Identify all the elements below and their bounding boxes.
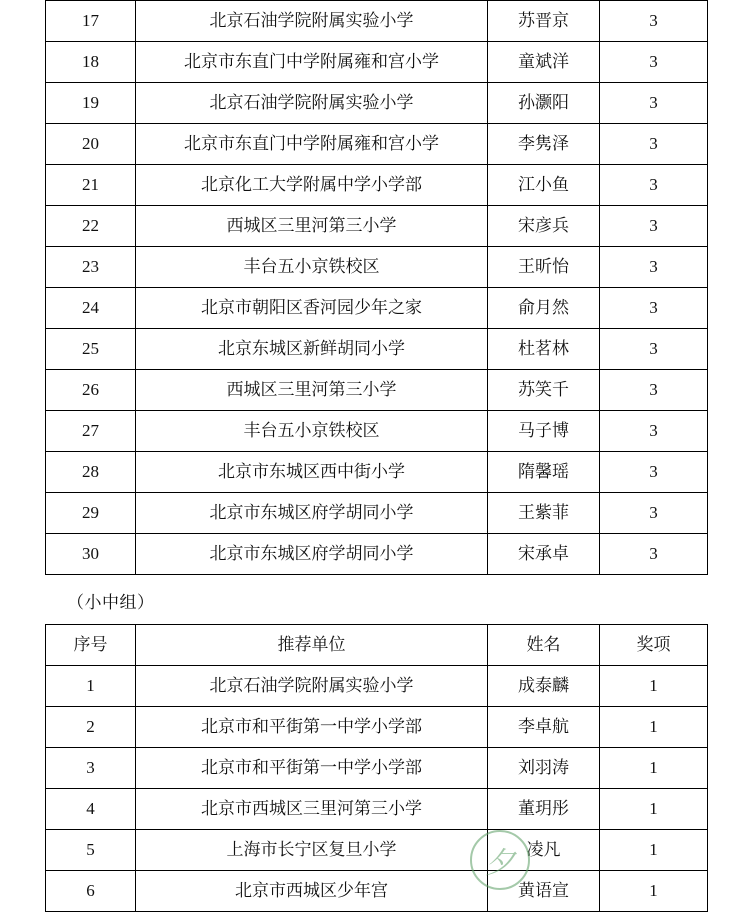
cell-name: 隋馨瑶 [488,452,600,493]
cell-no: 23 [46,247,136,288]
awards-table-continued [45,0,708,575]
cell-no: 6 [46,871,136,912]
table-two-head [46,625,708,666]
cell-unit: 北京市西城区三里河第三小学 [136,789,488,830]
cell-no: 5 [46,830,136,871]
cell-unit: 北京市东城区府学胡同小学 [136,534,488,575]
cell-award: 3 [600,452,708,493]
table-row [46,830,708,871]
table-row [46,124,708,165]
cell-unit: 北京石油学院附属实验小学 [136,666,488,707]
cell-unit: 北京市东城区府学胡同小学 [136,493,488,534]
cell-name: 孙灏阳 [488,83,600,124]
table-row [46,707,708,748]
table-row [46,247,708,288]
cell-no: 20 [46,124,136,165]
cell-unit: 北京市东城区西中街小学 [136,452,488,493]
cell-unit: 北京东城区新鲜胡同小学 [136,329,488,370]
header-unit: 推荐单位 [136,625,488,666]
table-one-body [46,1,708,575]
cell-name: 宋彦兵 [488,206,600,247]
table-two-body [46,666,708,912]
table-row [46,666,708,707]
cell-no: 30 [46,534,136,575]
cell-no: 3 [46,748,136,789]
cell-no: 4 [46,789,136,830]
cell-name: 杜茗林 [488,329,600,370]
cell-no: 1 [46,666,136,707]
cell-name: 凌凡 [488,830,600,871]
cell-award: 3 [600,329,708,370]
cell-no: 27 [46,411,136,452]
cell-unit: 北京市东直门中学附属雍和宫小学 [136,124,488,165]
cell-name: 江小鱼 [488,165,600,206]
cell-no: 24 [46,288,136,329]
cell-award: 3 [600,534,708,575]
cell-award: 3 [600,247,708,288]
table-row [46,329,708,370]
table-row [46,1,708,42]
cell-name: 李卓航 [488,707,600,748]
cell-no: 29 [46,493,136,534]
cell-unit: 上海市长宁区复旦小学 [136,830,488,871]
cell-unit: 北京市朝阳区香河园少年之家 [136,288,488,329]
table-row [46,370,708,411]
cell-name: 苏笑千 [488,370,600,411]
cell-unit: 北京市和平街第一中学小学部 [136,748,488,789]
awards-table-xiaozhong [45,624,708,912]
cell-award: 3 [600,83,708,124]
cell-award: 3 [600,288,708,329]
cell-award: 1 [600,789,708,830]
cell-unit: 北京石油学院附属实验小学 [136,83,488,124]
cell-award: 1 [600,830,708,871]
table-row [46,789,708,830]
cell-award: 3 [600,493,708,534]
table-row [46,83,708,124]
cell-unit: 北京市和平街第一中学小学部 [136,707,488,748]
cell-award: 1 [600,666,708,707]
header-no: 序号 [46,625,136,666]
cell-award: 1 [600,707,708,748]
cell-unit: 北京石油学院附属实验小学 [136,1,488,42]
table-row [46,206,708,247]
seal-watermark-icon: 夕 [470,830,530,890]
cell-no: 28 [46,452,136,493]
cell-unit: 西城区三里河第三小学 [136,370,488,411]
table-row [46,165,708,206]
cell-no: 2 [46,707,136,748]
cell-no: 21 [46,165,136,206]
cell-name: 童斌洋 [488,42,600,83]
cell-award: 1 [600,748,708,789]
cell-award: 3 [600,1,708,42]
cell-name: 成泰麟 [488,666,600,707]
cell-award: 3 [600,165,708,206]
cell-no: 25 [46,329,136,370]
table-row [46,871,708,912]
cell-no: 17 [46,1,136,42]
cell-no: 22 [46,206,136,247]
cell-name: 俞月然 [488,288,600,329]
table-row [46,748,708,789]
cell-name: 宋承卓 [488,534,600,575]
cell-name: 王紫菲 [488,493,600,534]
header-award: 奖项 [600,625,708,666]
cell-unit: 北京化工大学附属中学小学部 [136,165,488,206]
cell-unit: 丰台五小京铁校区 [136,411,488,452]
header-name: 姓名 [488,625,600,666]
cell-name: 王昕怡 [488,247,600,288]
cell-award: 3 [600,124,708,165]
cell-no: 18 [46,42,136,83]
cell-name: 李隽泽 [488,124,600,165]
cell-unit: 北京市东直门中学附属雍和宫小学 [136,42,488,83]
table-row [46,534,708,575]
table-row [46,452,708,493]
cell-name: 刘羽涛 [488,748,600,789]
cell-name: 黄语宣 [488,871,600,912]
cell-name: 苏晋京 [488,1,600,42]
table-row [46,493,708,534]
cell-unit: 西城区三里河第三小学 [136,206,488,247]
cell-award: 3 [600,370,708,411]
cell-name: 马子博 [488,411,600,452]
cell-name: 董玥彤 [488,789,600,830]
group-label: （小中组） [67,593,155,612]
table-row [46,288,708,329]
cell-no: 26 [46,370,136,411]
cell-no: 19 [46,83,136,124]
cell-award: 3 [600,42,708,83]
cell-award: 3 [600,206,708,247]
table-header-row [46,625,708,666]
cell-unit: 丰台五小京铁校区 [136,247,488,288]
table-row [46,411,708,452]
cell-award: 3 [600,411,708,452]
cell-award: 1 [600,871,708,912]
table-row [46,42,708,83]
cell-unit: 北京市西城区少年宫 [136,871,488,912]
